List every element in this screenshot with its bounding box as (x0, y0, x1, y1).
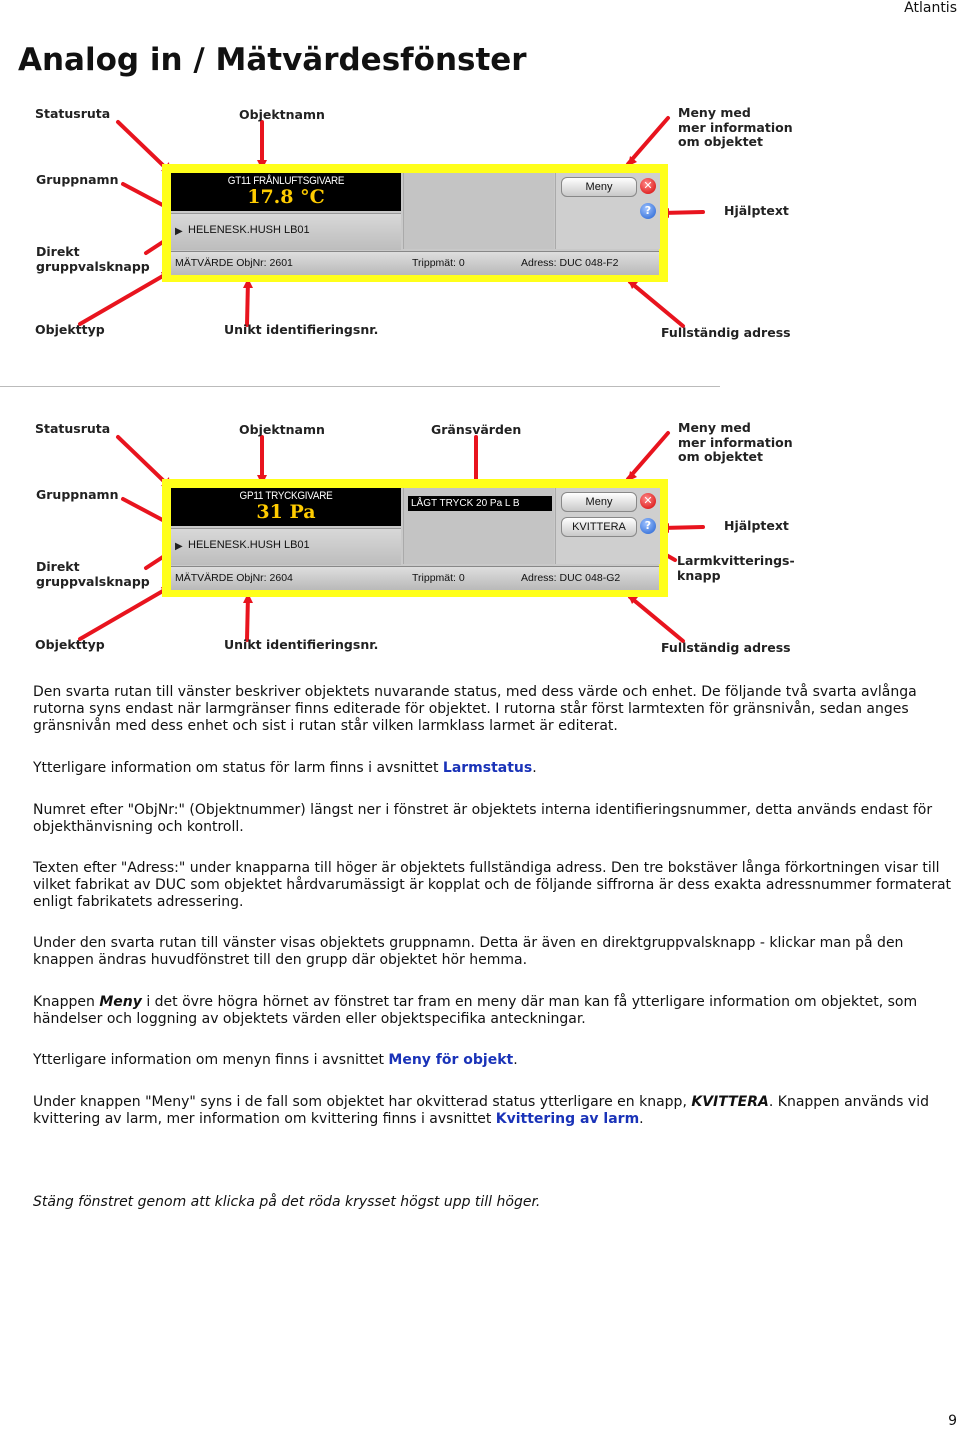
paragraph-status: Den svarta rutan till vänster beskriver objektets nuvarande status, med dess värde och enhet. De följande två svarta avlånga rutorna syns endast när larmgränser finns editerade för objektet. I rutorna står först larmtexten för gränsnivån, sedan anges gränsnivån med dess enhet och sist i rutan står vilken larmklass larmet är editerat. (33, 684, 917, 734)
play-triangle-icon: ▶ (175, 541, 183, 552)
page-title: Analog in / Mätvärdesfönster (18, 42, 527, 78)
label-hjalptext: Hjälptext (724, 518, 789, 533)
label-objektnamn: Objektnamn (239, 107, 325, 122)
label-objektnamn: Objektnamn (239, 422, 325, 437)
separator-line (0, 386, 720, 387)
help-icon[interactable]: ? (640, 203, 656, 219)
trip-value: Trippmät: 0 (412, 572, 465, 584)
close-icon[interactable]: ✕ (640, 493, 656, 509)
close-icon[interactable]: ✕ (640, 178, 656, 194)
text: Knappen (33, 994, 100, 1010)
label-objekttyp: Objekttyp (35, 637, 105, 652)
text: . (639, 1111, 644, 1127)
text: Under knappen "Meny" syns i de fall som objektet har okvitterad status ytterligare en knapp, (33, 1094, 692, 1110)
text: i det övre högra hörnet av fönstret tar fram en meny där man kan få ytterligare information om objektet, som händelser och loggning av objektets värden eller objektspecifika anteckningar. (33, 994, 918, 1027)
limit-panel (403, 488, 554, 564)
object-address: Adress: DUC 048-G2 (521, 572, 621, 584)
text: . (532, 760, 537, 776)
label-meny-info-line3: om objektet (678, 134, 764, 149)
object-value: 17.8 °C (247, 186, 325, 208)
label-meny-info-line2: mer information (678, 434, 793, 450)
link-meny-for-objekt[interactable]: Meny för objekt (388, 1052, 514, 1068)
object-window (171, 488, 659, 589)
paragraph-close-hint: Stäng fönstret genom att klicka på det röda krysset högst upp till höger. (33, 1194, 541, 1210)
status-box (171, 488, 401, 526)
label-gruppnamn: Gruppnamn (36, 172, 119, 187)
object-type-id: MÄTVÄRDE ObjNr: 2601 (175, 257, 293, 269)
object-value: 31 Pa (256, 501, 316, 523)
link-kvittering-av-larm[interactable]: Kvittering av larm (495, 1111, 640, 1127)
group-button[interactable] (171, 213, 401, 250)
label-objekttyp: Objekttyp (35, 322, 105, 337)
label-direkt-line2: gruppvalsknapp (36, 258, 150, 274)
menu-button[interactable]: Meny (561, 177, 637, 197)
object-window (171, 173, 659, 274)
diagram-alarm (0, 415, 960, 675)
paragraph-gruppnamn: Under den svarta rutan till vänster visas objektets gruppnamn. Detta är även en direktgruppvalsknapp - klickar man på den knappen ändras huvudfönstret till den grupp där objektet hör hemma. (33, 935, 904, 968)
alarm-limit-box: LÅGT TRYCK 20 Pa L B (408, 496, 552, 511)
help-icon[interactable]: ? (640, 518, 656, 534)
info-bar (171, 251, 659, 275)
paragraph-adress: Texten efter "Adress:" under knapparna till höger är objektets fullständiga adress. Den tre bokstäver långa förkortningen visar till vilket fabrikat av DUC som objektet hårdvarumässigt är kopplat och de följande siffrorna är dess exakta adressnummer formaterat enligt fabrikatets adressering. (33, 860, 952, 910)
label-gruppnamn: Gruppnamn (36, 487, 119, 502)
label-fullstandig-adress: Fullständig adress (661, 640, 791, 655)
label-hjalptext: Hjälptext (724, 203, 789, 218)
paragraph-larmstatus (33, 760, 960, 777)
text: . Knappen används vid kvittering av larm, mer information om kvittering finns i avsnittet (33, 1094, 929, 1127)
paragraph-kvittera (33, 1094, 960, 1128)
label-unikt-id: Unikt identifieringsnr. (224, 637, 379, 652)
button-panel (555, 488, 660, 564)
play-triangle-icon: ▶ (175, 226, 183, 237)
object-name: GT11 FRÅNLUFTSGIVARE (227, 175, 345, 187)
group-name: HELENESK.HUSH LB01 (188, 224, 310, 236)
paragraph-objnr: Numret efter "ObjNr:" (Objektnummer) längst ner i fönstret är objektets interna identifieringsnummer, detta används endast för objekthänvisning och kontroll. (33, 802, 933, 835)
acknowledge-button[interactable]: KVITTERA (561, 517, 637, 537)
menu-button[interactable]: Meny (561, 492, 637, 512)
emphasis-kvittera: KVITTERA (691, 1094, 769, 1110)
button-panel (555, 173, 660, 249)
label-meny-info (678, 106, 793, 150)
label-meny-info-line2: mer information (678, 119, 793, 135)
label-meny-info-line3: om objektet (678, 449, 764, 464)
label-direkt-line1: Direkt (36, 244, 80, 259)
object-name: GP11 TRYCKGIVARE (239, 490, 333, 502)
label-fullstandig-adress: Fullständig adress (661, 325, 791, 340)
paragraph-meny-link (33, 1052, 960, 1069)
label-larmkvitt-line2: knapp (677, 567, 721, 583)
diagram-basic (0, 100, 960, 360)
label-unikt-id: Unikt identifieringsnr. (224, 322, 379, 337)
info-bar (171, 566, 659, 590)
status-box (171, 173, 401, 211)
label-larmkvitt-line1: Larmkvitterings- (677, 553, 795, 568)
text: Ytterligare information om menyn finns i avsnittet (33, 1052, 389, 1068)
group-button[interactable] (171, 528, 401, 565)
paragraph-meny (33, 994, 960, 1028)
label-direkt-gruppval (36, 245, 150, 274)
label-meny-info (678, 421, 793, 465)
label-meny-info-line1: Meny med (678, 420, 751, 435)
label-meny-info-line1: Meny med (678, 105, 751, 120)
label-direkt-line2: gruppvalsknapp (36, 573, 150, 589)
text: Ytterligare information om status för larm finns i avsnittet (33, 760, 443, 776)
limit-panel (403, 173, 554, 249)
trip-value: Trippmät: 0 (412, 257, 465, 269)
label-direkt-line1: Direkt (36, 559, 80, 574)
group-name: HELENESK.HUSH LB01 (188, 539, 310, 551)
label-larmkvittering (677, 554, 795, 583)
label-direkt-gruppval (36, 560, 150, 589)
product-name: Atlantis (904, 0, 957, 16)
label-statusruta: Statusruta (35, 421, 111, 436)
label-gransvarden: Gränsvärden (431, 422, 522, 437)
link-larmstatus[interactable]: Larmstatus (442, 760, 533, 776)
object-type-id: MÄTVÄRDE ObjNr: 2604 (175, 572, 293, 584)
page-number: 9 (948, 1413, 957, 1429)
object-address: Adress: DUC 048-F2 (521, 257, 619, 269)
text: . (513, 1052, 518, 1068)
label-statusruta: Statusruta (35, 106, 111, 121)
emphasis-meny: Meny (99, 994, 142, 1010)
